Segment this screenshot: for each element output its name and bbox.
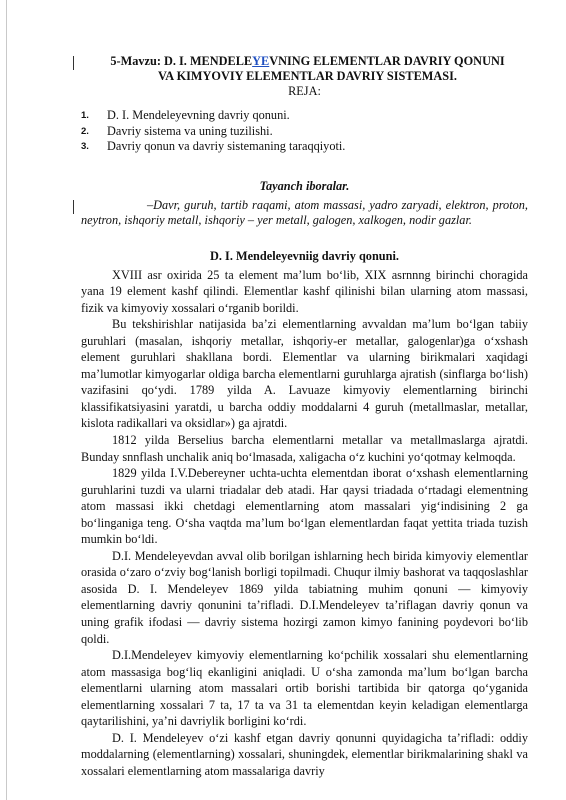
document-title [81, 54, 528, 84]
title-highlight: YE [252, 54, 270, 68]
text-cursor-bar [73, 56, 74, 70]
body-paragraph: D. I. Mendeleyev o‘zi kashf etgan davriy qonunni quyidagicha ta’rifladi: oddiy moddalarning (elementlarning) xossalari, shuningdek, elementlar birikmalarining shakl va xossalari elementlarning atom massalariga davriy [81, 730, 528, 778]
title-prefix: 5-Mavzu: D. I. MENDELE [110, 54, 253, 68]
title-line-2: VA KIMYOVIY ELEMENTLAR DAVRIY SISTEMASI. [158, 69, 457, 83]
plan-item [81, 108, 528, 124]
keywords-text: –Davr, guruh, tartib raqami, atom massasi, yadro zaryadi, elektron, proton, neytron, ishqoriy metall, ishqoriy – yer metall, galogen, xalkogen, nodir gazlar. [81, 197, 528, 227]
body-paragraph: XVIII asr oxirida 25 ta element ma’lum bo‘lib, XIX asrnnng birinchi choragida yana 19 element kashf qilindi. Elementlar kashf qilinishi bilan ularning atom massasi, fizik va kimyoviy xossalari o‘rganib borildi. [81, 267, 528, 315]
plan-item-number: 1. [81, 110, 89, 121]
plan-heading: REJA: [288, 84, 321, 98]
plan-item [81, 139, 528, 155]
text-cursor-bar [73, 200, 74, 214]
keywords-paragraph [81, 198, 528, 229]
plan-item-number: 2. [81, 125, 89, 137]
body-paragraph: D.I.Mendeleyev kimyoviy elementlarning ko‘pchilik xossalari shu elementlarning atom massasiga bog‘liq ekanligini aniqladi. U o‘sha zamonda ma’lum bo‘lgan barcha elementlarni ularning atom massalari ortib borishi tartibida bir qatorga qo‘yganida elementlarning xossalari 7 ta, 17 ta va 31 ta elementdan keyin keladigan elementlarga qaytarilishini, ya’ni davriylik borligini ko‘rdi. [81, 648, 528, 729]
body-paragraph: D.I. Mendeleyevdan avval olib borilgan ishlarning hech birida kimyoviy elementlar orasida o‘zaro o‘zviy bog‘lanish borligi topilmadi. Chuqur ilmiy bashorat va taqqoslashlar asosida D. I. Mendeleyev 1869 yilda tabiatning muhim qonuni — kimyoviy elementlarning davriy qonunini ta’rifladi. D.I.Mendeleyev ta’riflagan davriy qonun va uning grafik ifodasi — davriy sistema hozirgi zamon kimyo fanining poydevori bo‘lib qoldi. [81, 548, 528, 646]
plan-item [81, 124, 528, 140]
plan-item-number: 3. [81, 141, 89, 152]
body-paragraph: 1829 yilda I.V.Debereyner uchta-uchta elementdan iborat o‘xshash elementlarning guruhlarini tuzdi va ularni triadalar deb atadi. Har qaysi triadada o‘rtadagi elementning atom massasi ikki chetdagi elementlarning atom massalari yig‘indisining 2 ga bo‘linganiga teng. O‘sha vaqtda ma’lum bo‘lgan elementlardan faqat yettita triada tuzish mumkin bo‘ldi. [81, 466, 528, 547]
title-suffix: VNING ELEMENTLAR DAVRIY QONUNI [269, 54, 505, 68]
body-paragraph: Bu tekshirishlar natijasida ba’zi elementlarning avvaldan ma’lum bo‘lgan tabiiy guruhlari (masalan, ishqoriy metallar, ishqoriy-er metallar, galogenlar)ga o‘xshash element guruhlari shakllana bordi. Elementlar va ularning birikmalari xaqidagi ma’lumotlar kimyogarlar oldiga barcha elementlarni guruhlarga ajratish (sinflarga bo‘lish) vazifasini qo‘ydi. 1789 yilda A. Lavuaze kimyoviy elementlarning birinchi klassifikatsiyasini yaratdi, u barcha oddiy moddalarni 4 guruh (metallmaslar, metallar, kislota radikallari va oksidlar») ga ajratdi. [81, 317, 528, 431]
page-margin-line [6, 0, 7, 800]
plan-item-text: Davriy qonun va davriy sistemaning taraqqiyoti. [107, 139, 346, 153]
plan-item-text: Davriy sistema va uning tuzilishi. [107, 123, 273, 138]
plan-list [81, 108, 528, 155]
keywords-heading: Tayanch iboralar. [259, 178, 350, 193]
section-heading: D. I. Mendeleyevniig davriy qonuni. [210, 248, 399, 263]
plan-item-text: D. I. Mendeleyevning davriy qonuni. [107, 108, 290, 122]
document-content [81, 54, 528, 779]
body-paragraph: 1812 yilda Berselius barcha elementlarni metallar va metallmaslarga ajratdi. Bunday snnflash unchalik aniq bo‘lmasada, xaligacha o‘z kuchini yo‘qotmay kelmoqda. [81, 432, 528, 464]
